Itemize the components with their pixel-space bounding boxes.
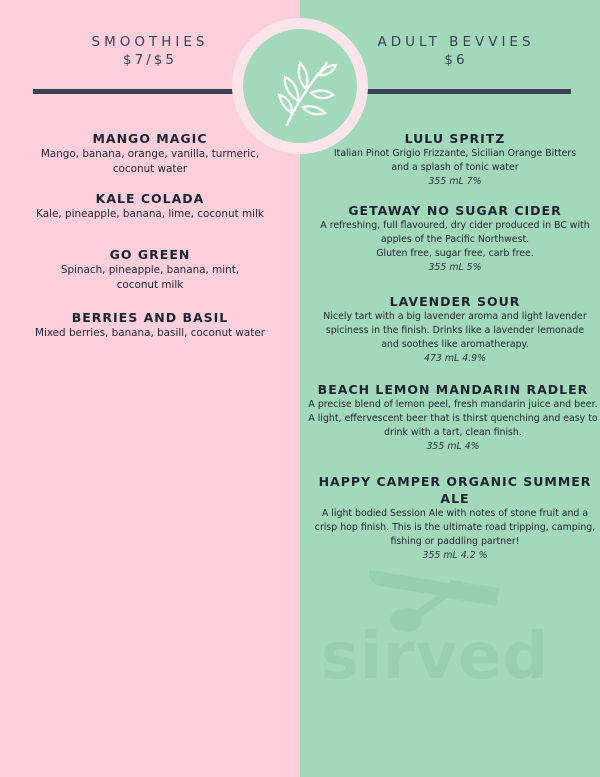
bevvies-price: $6 bbox=[444, 52, 468, 68]
bevvie-item bbox=[310, 293, 600, 366]
bevvie-name: HAPPY CAMPER ORGANIC SUMMER ALE bbox=[318, 474, 592, 506]
smoothie-name: MANGO MAGIC bbox=[92, 131, 208, 146]
bevvie-item bbox=[310, 130, 600, 189]
leaf-branch-icon bbox=[243, 29, 357, 143]
smoothie-desc: Mango, banana, orange, vanilla, turmeric, coconut water bbox=[40, 148, 260, 175]
smoothie-item bbox=[20, 190, 280, 222]
bevvie-item bbox=[310, 202, 600, 275]
bevvie-meta: 355 mL 4.2 % bbox=[422, 550, 488, 561]
bevvie-desc: Nicely tart with a big lavender aroma and light lavender spiciness in the finish. Drinks like a lavender lemonade and soothes like aromatherapy. bbox=[323, 311, 587, 350]
bevvie-desc: A precise blend of lemon peel, fresh mandarin juice and beer. A light, effervescent beer that is thirst quenching and easy to drink with a tart, clean finish. bbox=[308, 399, 598, 438]
bevvies-title: ADULT BEVVIES bbox=[377, 34, 535, 50]
bevvie-name: LAVENDER SOUR bbox=[389, 294, 521, 309]
smoothie-desc: Mixed berries, banana, basill, coconut water bbox=[34, 327, 266, 339]
bevvie-name: GETAWAY NO SUGAR CIDER bbox=[348, 203, 562, 218]
bevvie-desc: Italian Pinot Grigio Frizzante, Sicilian Orange Bitters and a splash of tonic water bbox=[333, 148, 577, 173]
bevvie-desc: A refreshing, full flavoured, dry cider produced in BC with apples of the Pacific Northwest. bbox=[320, 220, 590, 245]
bevvie-meta: 473 mL 4.9% bbox=[423, 353, 487, 364]
right-divider bbox=[333, 89, 571, 94]
smoothie-name: BERRIES AND BASIL bbox=[71, 310, 229, 325]
badge-inner-circle bbox=[243, 29, 357, 143]
bevvie-meta: 355 mL 5% bbox=[428, 262, 482, 273]
smoothies-price: $7/$5 bbox=[123, 52, 177, 68]
bevvie-item bbox=[310, 473, 600, 563]
smoothie-item bbox=[20, 246, 280, 293]
watermark-text: sirved bbox=[320, 620, 550, 694]
smoothie-desc: Spinach, pineapple, banana, mint, coconut milk bbox=[60, 264, 240, 291]
smoothie-name: GO GREEN bbox=[109, 247, 191, 262]
bevvie-desc-extra: Gluten free, sugar free, carb free. bbox=[376, 248, 534, 259]
bevvie-name: LULU SPRITZ bbox=[404, 131, 506, 146]
bevvie-desc: A light bodied Session Ale with notes of stone fruit and a crisp hop finish. This is the ultimate road tripping, camping, fishing or paddling partner! bbox=[314, 508, 596, 547]
bevvie-meta: 355 mL 4% bbox=[426, 441, 480, 452]
smoothie-desc: Kale, pineapple, banana, lime, coconut milk bbox=[36, 208, 264, 220]
smoothie-item bbox=[20, 309, 280, 341]
smoothie-name: KALE COLADA bbox=[95, 191, 205, 206]
bevvie-meta: 355 mL 7% bbox=[428, 176, 482, 187]
smoothies-title: SMOOTHIES bbox=[91, 34, 209, 50]
smoothie-item bbox=[20, 130, 280, 177]
bevvie-item bbox=[306, 381, 600, 454]
bevvie-name: BEACH LEMON MANDARIN RADLER bbox=[317, 382, 589, 397]
